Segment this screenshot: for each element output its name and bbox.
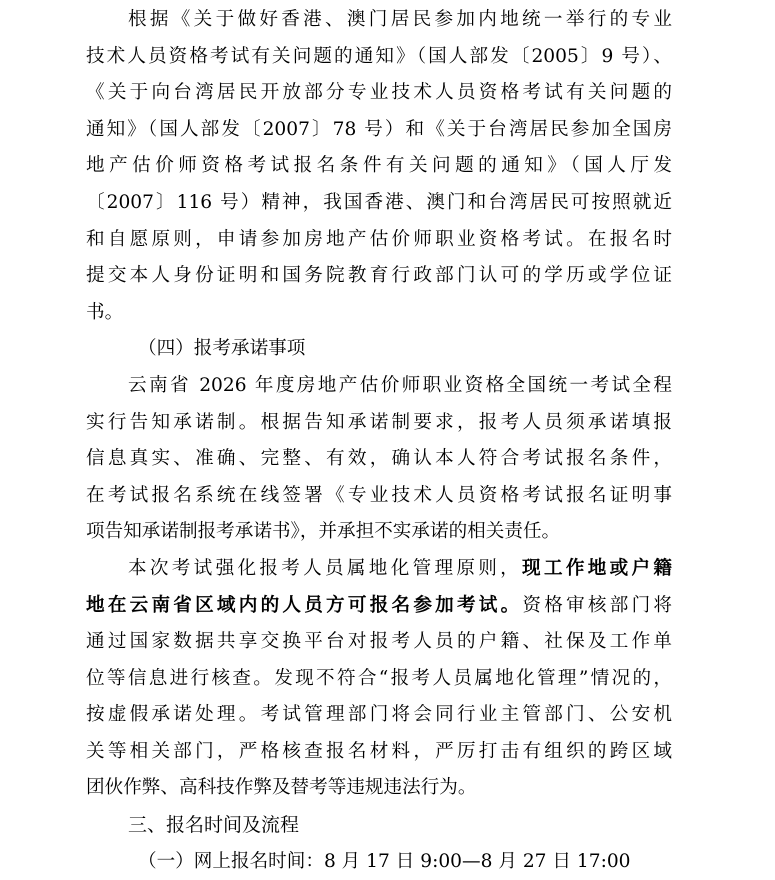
text-line: 实行告知承诺制。根据告知承诺制要求，报考人员须承诺填报 [86, 411, 672, 433]
text-line: 根据《关于做好香港、澳门居民参加内地统一举行的专业 [128, 9, 672, 30]
paragraph-territorial-management [86, 551, 672, 807]
text-line: 关等相关部门，严格核查报名材料，严厉打击有组织的跨区域 [86, 740, 672, 762]
text-line: 信息真实、准确、完整、有效，确认本人符合考试报名条件， [86, 448, 672, 470]
text-line: 云南省 2026 年度房地产估价师职业资格全国统一考试全程 [128, 374, 672, 396]
paragraph-overseas-residents [86, 2, 672, 331]
text-line [86, 588, 672, 625]
bold-emphasis-text: 现工作地或户籍 [522, 557, 672, 579]
paragraph-commitment [86, 368, 672, 551]
text-line: 在考试报名系统在线签署《专业技术人员资格考试报名证明事 [86, 484, 672, 506]
text-line: 通知》（国人部发〔2007〕78 号）和《关于台湾居民参加全国房 [86, 118, 672, 140]
text-line: 团伙作弊、高科技作弊及替考等违规违法行为。 [86, 777, 477, 799]
section-heading-registration: 三、报名时间及流程 [128, 814, 300, 837]
sub-heading-online-registration-time: （一）网上报名时间：8 月 17 日 9:00—8 月 27 日 17:00 [138, 850, 631, 872]
text-line: 项告知承诺制报考承诺书》，并承担不实承诺的相关责任。 [86, 521, 561, 543]
normal-text: 资格审核部门将 [522, 594, 672, 616]
text-line: 位等信息进行核查。发现不符合“报考人员属地化管理”情况的， [86, 667, 672, 689]
text-line: 通过国家数据共享交换平台对报考人员的户籍、社保及工作单 [86, 631, 672, 653]
text-line: 地产估价师资格考试报名条件有关问题的通知》（国人厅发 [86, 155, 672, 177]
text-line: 提交本人身份证明和国务院教育行政部门认可的学历或学位证 [86, 265, 672, 287]
text-line: 《关于向台湾居民开放部分专业技术人员资格考试有关问题的 [86, 82, 672, 104]
text-line: 按虚假承诺处理。考试管理部门将会同行业主管部门、公安机 [86, 704, 672, 726]
text-line: 和自愿原则，申请参加房地产估价师职业资格考试。在报名时 [86, 228, 672, 250]
heading-commitment: （四）报考承诺事项 [138, 338, 306, 360]
document-page [86, 0, 672, 880]
text-line: 〔2007〕116 号）精神，我国香港、澳门和台湾居民可按照就近 [86, 191, 672, 213]
text-line: 书。 [86, 301, 124, 323]
bold-emphasis-text: 地在云南省区域内的人员方可报名参加考试。 [86, 594, 523, 616]
text-line: 技术人员资格考试有关问题的通知》（国人部发〔2005〕9 号）、 [86, 45, 672, 67]
text-line [86, 551, 672, 588]
normal-text: 本次考试强化报考人员属地化管理原则， [128, 557, 523, 579]
